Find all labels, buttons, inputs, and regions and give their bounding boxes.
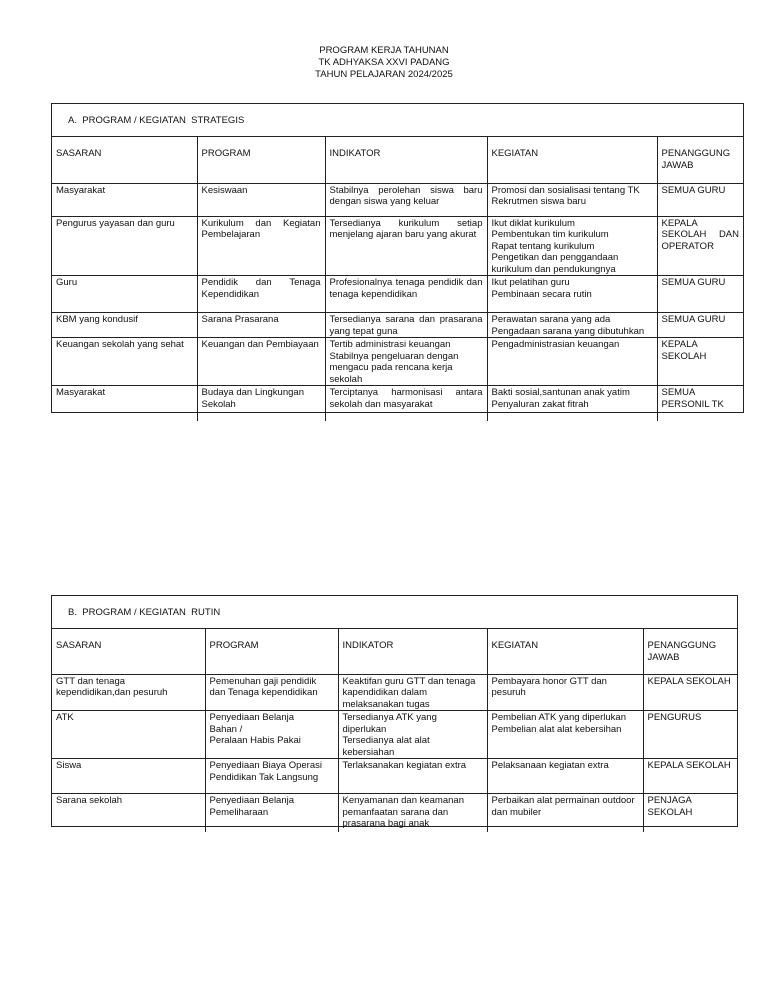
cell-penanggung-jawab: SEMUA GURU (657, 183, 743, 216)
cell-program: Kesiswaan (197, 183, 325, 216)
cell-indikator: Kenyamanan dan keamanan pemanfaatan sarana dan prasarana bagi anak (338, 794, 487, 832)
table-row (52, 759, 737, 794)
cell-penanggung-jawab: SEMUA PERSONIL TK (661, 387, 724, 410)
header-indikator: INDIKATOR (325, 137, 487, 183)
kegiatan-line: Ikut diklat kurikulum (491, 217, 575, 229)
header-penanggung-jawab: PENANGGUNG JAWAB (657, 137, 743, 183)
kegiatan-line: Pembelian alat alat kebersihan (491, 723, 622, 735)
cell-sasaran: Guru (52, 276, 197, 313)
program-line: Bahan / (209, 723, 243, 735)
kegiatan-line: Ikut pelatihan guru (491, 277, 570, 288)
cell-indikator: Tersedianya kurikulum setiap menjelang ajaran baru yang akurat (325, 216, 487, 276)
table-header-row (52, 629, 737, 674)
cell-sasaran: Masyarakat (52, 183, 197, 216)
cell-program: Sarana Prasarana (197, 313, 325, 338)
cell-program: Kurikulum dan Kegiatan Pembelajaran (197, 216, 325, 276)
header-kegiatan: KEGIATAN (487, 629, 643, 674)
table-row (52, 183, 743, 216)
cell-indikator: Tersedianya sarana dan prasarana yang tepat guna (325, 313, 487, 338)
indikator-line: Stabilnya pengeluaran dengan mengacu pada rencana kerja sekolah (329, 350, 459, 385)
kegiatan-line: Pembinaan secara rutin (491, 288, 592, 300)
table-row (52, 313, 743, 338)
table-row (52, 216, 743, 276)
cell-indikator (325, 338, 487, 386)
cell-program: Penyediaan Biaya Operasi Pendidikan Tak Langsung (205, 759, 338, 794)
cell-program: Penyediaan Belanja Pemeliharaan (205, 794, 338, 832)
kegiatan-line: Rekrutmen siswa baru (491, 196, 587, 207)
cell-penanggung-jawab: KEPALA SEKOLAH (657, 338, 743, 386)
title-line-2: TK ADHYAKSA XXVI PADANG (318, 57, 450, 68)
cell-kegiatan (487, 216, 657, 276)
kegiatan-line: Penyaluran zakat fitrah (491, 398, 589, 410)
cell-penanggung-jawab: KEPALA SEKOLAH DAN OPERATOR (657, 216, 743, 276)
cell-penanggung-jawab: PENJAGA SEKOLAH (647, 795, 693, 818)
table-row (52, 276, 743, 313)
cell-sasaran: Siswa (52, 759, 205, 794)
cell-program (205, 711, 338, 759)
indikator-line: Tertib administrasi keuangan (329, 339, 451, 350)
header-sasaran: SASARAN (52, 137, 197, 183)
indikator-line: Tersedianya ATK yang diperlukan (342, 712, 437, 735)
cell-indikator: Terciptanya harmonisasi antara sekolah dan masyarakat (325, 386, 487, 421)
cell-sasaran: Pengurus yayasan dan guru (52, 216, 197, 276)
cell-program: Pendidik dan Tenaga Kependidikan (197, 276, 325, 313)
table-row (52, 386, 743, 421)
cell-sasaran: Masyarakat (52, 386, 197, 421)
cell-indikator: Keaktifan guru GTT dan tenaga kapendidikan dalam melaksanakan tugas (338, 674, 487, 711)
cell-penanggung-jawab: SEMUA GURU (657, 313, 743, 338)
cell-sasaran: GTT dan tenaga kependidikan,dan pesuruh (52, 674, 205, 711)
program-line: Penyediaan Belanja (209, 712, 295, 723)
section-b-heading: B. PROGRAM / KEGIATAN RUTIN (52, 596, 737, 629)
cell-indikator: Terlaksanakan kegiatan extra (338, 759, 487, 794)
kegiatan-line: Pengadministrasian keuangan (491, 339, 620, 350)
cell-kegiatan: Pembayara honor GTT dan pesuruh (487, 674, 643, 711)
title-line-3: TAHUN PELAJARAN 2024/2025 (315, 69, 453, 80)
table-strategis (51, 103, 744, 413)
cell-kegiatan (487, 386, 657, 421)
header-sasaran: SASARAN (52, 629, 205, 674)
kegiatan-line: Pengetikan dan penggandaan kurikulum dan pendukungnya (491, 252, 619, 275)
cell-penanggung-jawab: KEPALA SEKOLAH (643, 674, 737, 711)
kegiatan-line: Perawatan sarana yang ada (491, 314, 611, 325)
table-row (52, 338, 743, 386)
cell-penanggung-jawab: SEMUA GURU (657, 276, 743, 313)
cell-kegiatan (487, 338, 657, 386)
cell-kegiatan (487, 313, 657, 338)
kegiatan-line: Pengadaan sarana yang dibutuhkan (491, 325, 645, 337)
cell-kegiatan (487, 711, 643, 759)
header-indikator: INDIKATOR (338, 629, 487, 674)
cell-indikator (338, 711, 487, 759)
cell-sasaran: ATK (52, 711, 205, 759)
cell-indikator: Stabilnya perolehan siswa baru dengan siswa yang keluar (325, 183, 487, 216)
cell-sasaran: Sarana sekolah (52, 794, 205, 832)
header-program: PROGRAM (197, 137, 325, 183)
table-row (52, 794, 737, 832)
title-line-1: PROGRAM KERJA TAHUNAN (319, 45, 449, 56)
program-line: Peralaan Habis Pakai (209, 735, 301, 746)
cell-indikator: Profesionalnya tenaga pendidik dan tenaga kependidikan (325, 276, 487, 313)
header-program: PROGRAM (205, 629, 338, 674)
header-kegiatan: KEGIATAN (487, 137, 657, 183)
section-a-heading: A. PROGRAM / KEGIATAN STRATEGIS (52, 104, 743, 137)
rutin-table (52, 629, 737, 832)
table-rutin (51, 595, 738, 827)
kegiatan-line: Bakti sosial,santunan anak yatim (491, 387, 630, 398)
kegiatan-line: Pembentukan tim kurikulum (491, 229, 609, 240)
table-header-row (52, 137, 743, 183)
cell-program: Pemenuhan gaji pendidik dan Tenaga kependidikan (205, 674, 338, 711)
indikator-line: Tersedianya alat alat kebersiahan (342, 735, 430, 758)
cell-sasaran: Keuangan sekolah yang sehat (52, 338, 197, 386)
strategis-table (52, 137, 743, 421)
table-row (52, 674, 737, 711)
table-row (52, 711, 737, 759)
header-penanggung-jawab: PENANGGUNG JAWAB (643, 629, 737, 674)
kegiatan-line: Promosi dan sosialisasi tentang TK (491, 184, 640, 196)
cell-kegiatan (487, 276, 657, 313)
cell-penanggung-jawab: PENGURUS (643, 711, 737, 759)
cell-program: Budaya dan Lingkungan Sekolah (197, 386, 325, 421)
kegiatan-line: Pembelian ATK yang diperlukan (491, 712, 626, 723)
cell-kegiatan: Pelaksanaan kegiatan extra (487, 759, 643, 794)
cell-kegiatan: Perbaikan alat permainan outdoor dan mubiler (487, 794, 643, 832)
cell-sasaran: KBM yang kondusif (52, 313, 197, 338)
cell-program: Keuangan dan Pembiayaan (197, 338, 325, 386)
cell-penanggung-jawab: KEPALA SEKOLAH (643, 759, 737, 794)
cell-kegiatan (487, 183, 657, 216)
kegiatan-line: Rapat tentang kurikulum (491, 240, 595, 252)
document-title (0, 45, 768, 81)
